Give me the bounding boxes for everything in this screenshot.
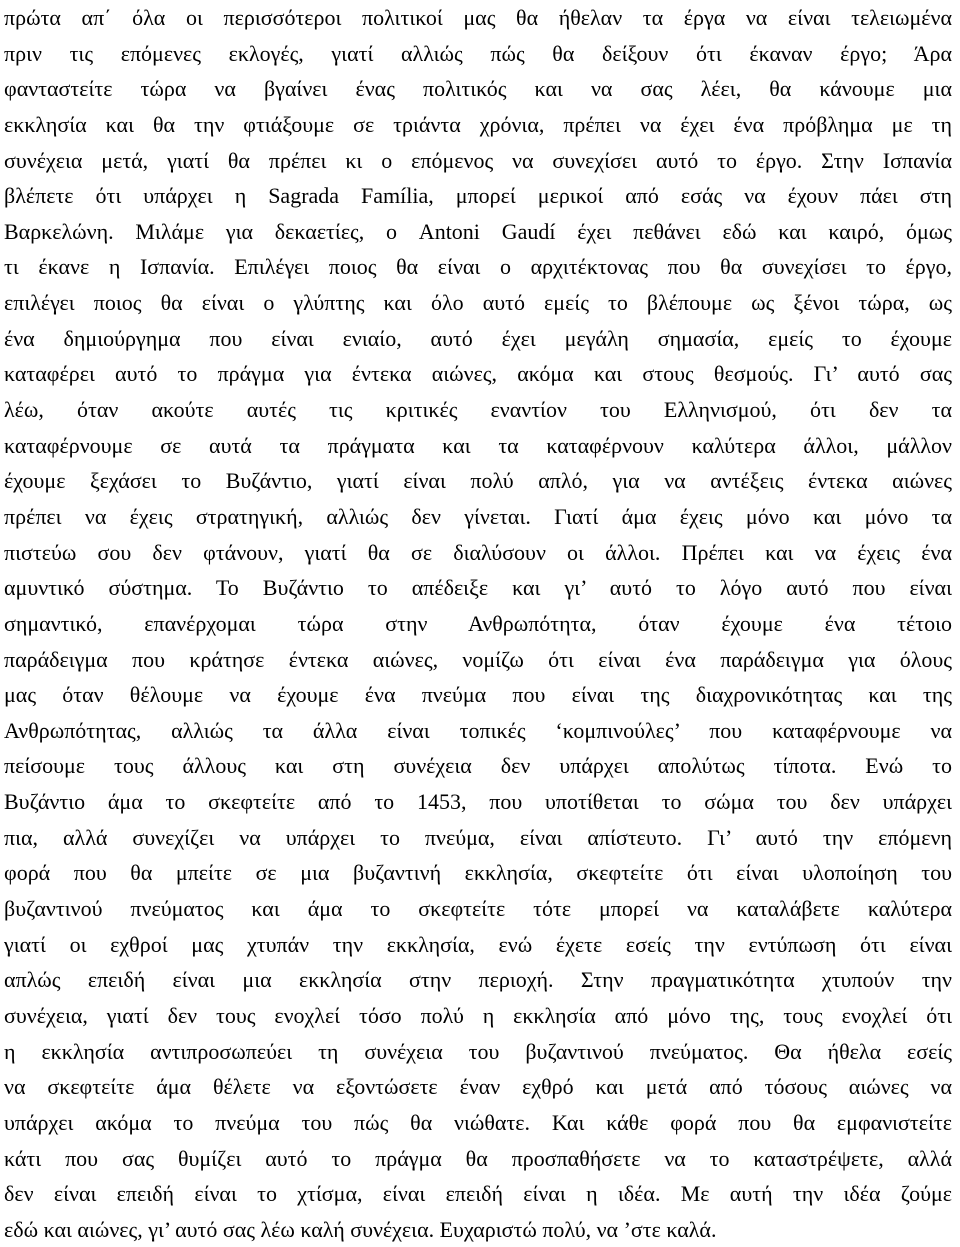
- text-line: παράδειγμα που κράτησε έντεκα αιώνες, νομίζω ότι είναι ένα παράδειγμα για όλους: [4, 646, 952, 672]
- text-line: επιλέγει ποιος θα είναι ο γλύπτης και όλο αυτό εμείς το βλέπουμε ως ξένοι τώρα, ως: [4, 290, 952, 316]
- text-line: αμυντικό σύστημα. Το Βυζάντιο το απέδειξε και γι’ αυτό το λόγο αυτό που είναι: [4, 575, 952, 601]
- text-line: συνέχεια μετά, γιατί θα πρέπει κι ο επόμενος να συνεχίσει αυτό το έργο. Στην Ισπανία: [4, 147, 952, 173]
- text-line: τι έκανε η Ισπανία. Επιλέγει ποιος θα είναι ο αρχιτέκτονας που θα συνεχίσει το έργο,: [4, 254, 952, 280]
- text-line: βλέπετε ότι υπάρχει η Sagrada Família, μπορεί μερικοί από εσάς να έχουν πάει στη: [4, 183, 952, 209]
- text-line: εκκλησία και θα την φτιάξουμε σε τριάντα χρόνια, πρέπει να έχει ένα πρόβλημα με τη: [4, 111, 952, 137]
- text-line: γιατί οι εχθροί μας χτυπάν την εκκλησία, ενώ έχετε εσείς την εντύπωση ότι είναι: [4, 931, 952, 957]
- text-line: η εκκλησία αντιπροσωπεύει τη συνέχεια του βυζαντινού πνεύματος. Θα ήθελα εσείς: [4, 1038, 952, 1064]
- text-line: πρέπει να έχεις στρατηγική, αλλιώς δεν γίνεται. Γιατί άμα έχεις μόνο και μόνο τα: [4, 503, 952, 529]
- text-line: απλώς επειδή είναι μια εκκλησία στην περιοχή. Στην πραγματικότητα χτυπούν την: [4, 967, 952, 993]
- text-line: πια, αλλά συνεχίζει να υπάρχει το πνεύμα, είναι απίστευτο. Γι’ αυτό την επόμενη: [4, 824, 952, 850]
- text-line: καταφέρει αυτό το πράγμα για έντεκα αιώνες, ακόμα και στους θεσμούς. Γι’ αυτό σας: [4, 361, 952, 387]
- text-line: συνέχεια, γιατί δεν τους ενοχλεί τόσο πολύ η εκκλησία από μόνο της, τους ενοχλεί ότι: [4, 1002, 952, 1028]
- text-line: υπάρχει ακόμα το πνεύμα του πώς θα νιώθατε. Και κάθε φορά που θα εμφανιστείτε: [4, 1109, 952, 1135]
- text-line: δεν είναι επειδή είναι το χτίσμα, είναι επειδή είναι η ιδέα. Με αυτή την ιδέα ζούμε: [4, 1181, 952, 1207]
- text-line: φορά που θα μπείτε σε μια βυζαντινή εκκλησία, σκεφτείτε ότι είναι υλοποίηση του: [4, 860, 952, 886]
- text-line: Βαρκελώνη. Μιλάμε για δεκαετίες, ο Antoni Gaudí έχει πεθάνει εδώ και καιρό, όμως: [4, 218, 952, 244]
- document-body: [4, 0, 952, 1247]
- text-line: Βυζάντιο άμα το σκεφτείτε από το 1453, που υποτίθεται το σώμα του δεν υπάρχει: [4, 789, 952, 815]
- text-line: μας όταν θέλουμε να έχουμε ένα πνεύμα που είναι της διαχρονικότητας και της: [4, 682, 952, 708]
- text-line: λέω, όταν ακούτε αυτές τις κριτικές εναντίον του Ελληνισμού, ότι δεν τα: [4, 397, 952, 423]
- text-line: πείσουμε τους άλλους και στη συνέχεια δεν υπάρχει απολύτως τίποτα. Ενώ το: [4, 753, 952, 779]
- text-line: Ανθρωπότητας, αλλιώς τα άλλα είναι τοπικές ‘κομπινούλες’ που καταφέρνουμε να: [4, 717, 952, 743]
- text-line: να σκεφτείτε άμα θέλετε να εξοντώσετε έναν εχθρό και μετά από τόσους αιώνες να: [4, 1074, 952, 1100]
- text-line: φανταστείτε τώρα να βγαίνει ένας πολιτικός και να σας λέει, θα κάνουμε μια: [4, 76, 952, 102]
- text-line: κάτι που σας θυμίζει αυτό το πράγμα θα προσπαθήσετε να το καταστρέψετε, αλλά: [4, 1145, 952, 1171]
- text-line: έχουμε ξεχάσει το Βυζάντιο, γιατί είναι πολύ απλό, για να αντέξεις έντεκα αιώνες: [4, 468, 952, 494]
- text-line: πριν τις επόμενες εκλογές, γιατί αλλιώς πώς θα δείξουν ότι έκαναν έργο; Άρα: [4, 40, 952, 66]
- text-line: ένα δημιούργημα που είναι ενιαίο, αυτό έχει μεγάλη σημασία, εμείς το έχουμε: [4, 325, 952, 351]
- text-line: καταφέρνουμε σε αυτά τα πράγματα και τα καταφέρνουν καλύτερα άλλοι, μάλλον: [4, 432, 952, 458]
- text-line: βυζαντινού πνεύματος και άμα το σκεφτείτε τότε μπορεί να καταλάβετε καλύτερα: [4, 896, 952, 922]
- text-line-last: εδώ και αιώνες, γι’ αυτό σας λέω καλή συνέχεια. Ευχαριστώ πολύ, να ’στε καλά.: [4, 1216, 717, 1242]
- text-line: σημαντικό, επανέρχομαι τώρα στην Ανθρωπότητα, όταν έχουμε ένα τέτοιο: [4, 610, 952, 636]
- text-line: πιστεύω σου δεν φτάνουν, γιατί θα σε διαλύσουν οι άλλοι. Πρέπει και να έχεις ένα: [4, 539, 952, 565]
- text-line: πρώτα απ΄ όλα οι περισσότεροι πολιτικοί μας θα ήθελαν τα έργα να είναι τελειωμένα: [4, 5, 952, 30]
